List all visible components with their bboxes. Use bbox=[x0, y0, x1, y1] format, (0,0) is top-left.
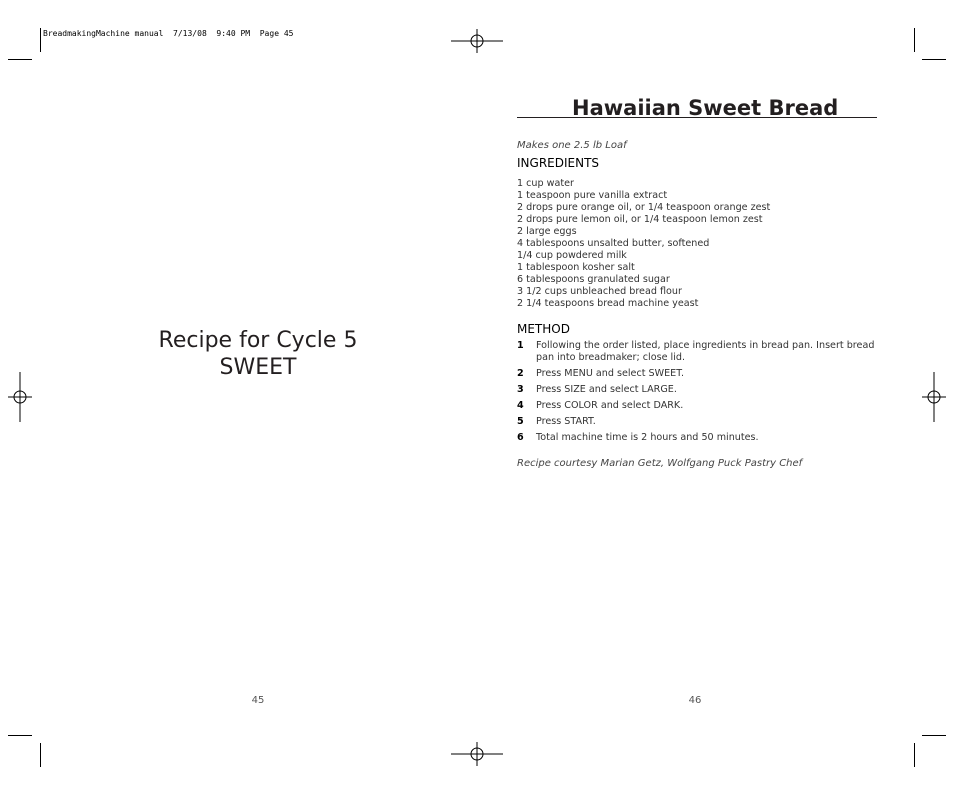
cycle-title-line2: SWEET bbox=[219, 355, 297, 380]
ingredient-item: 1 teaspoon pure vanilla extract bbox=[517, 190, 668, 201]
ingredient-item: 6 tablespoons granulated sugar bbox=[517, 274, 670, 285]
method-heading: METHOD bbox=[517, 322, 570, 336]
method-step bbox=[517, 368, 877, 380]
crop-mark bbox=[922, 735, 946, 736]
method-step bbox=[517, 400, 877, 412]
ingredient-item: 2 large eggs bbox=[517, 226, 577, 237]
crop-mark bbox=[8, 735, 32, 736]
crop-mark bbox=[922, 59, 946, 60]
page-number-left: 45 bbox=[251, 695, 265, 706]
registration-mark-icon bbox=[8, 372, 32, 422]
method-step bbox=[517, 432, 877, 444]
ingredients-heading: INGREDIENTS bbox=[517, 156, 600, 170]
step-text: Press MENU and select SWEET. bbox=[536, 368, 685, 379]
step-number: 2 bbox=[517, 368, 524, 379]
ingredient-item: 3 1/2 cups unbleached bread flour bbox=[517, 286, 682, 297]
step-number: 1 bbox=[517, 340, 524, 351]
registration-mark-icon bbox=[922, 372, 946, 422]
method-step bbox=[517, 340, 877, 364]
recipe-credit: Recipe courtesy Marian Getz, Wolfgang Puck Pastry Chef bbox=[517, 458, 803, 469]
cycle-title bbox=[100, 327, 416, 381]
recipe-title: Hawaiian Sweet Bread bbox=[517, 95, 877, 118]
cycle-title-line1: Recipe for Cycle 5 bbox=[158, 328, 358, 353]
step-text: Press START. bbox=[536, 416, 596, 427]
ingredient-item: 1 cup water bbox=[517, 178, 574, 189]
step-text: Press SIZE and select LARGE. bbox=[536, 384, 677, 395]
registration-mark-icon bbox=[451, 742, 503, 766]
step-text: Following the order listed, place ingredients in bread pan. Insert bread pan into breadmaker; close lid. bbox=[536, 340, 875, 363]
ingredient-item: 2 drops pure orange oil, or 1/4 teaspoon orange zest bbox=[517, 202, 771, 213]
ingredient-item: 2 1/4 teaspoons bread machine yeast bbox=[517, 298, 699, 309]
ingredient-item: 1/4 cup powdered milk bbox=[517, 250, 627, 261]
ingredient-item: 4 tablespoons unsalted butter, softened bbox=[517, 238, 710, 249]
page-number-right: 46 bbox=[688, 695, 702, 706]
recipe-column bbox=[517, 95, 877, 470]
crop-mark bbox=[914, 28, 915, 52]
step-number: 5 bbox=[517, 416, 524, 427]
crop-mark bbox=[8, 59, 32, 60]
registration-mark-icon bbox=[451, 29, 503, 53]
step-number: 3 bbox=[517, 384, 524, 395]
step-number: 4 bbox=[517, 400, 524, 411]
method-steps bbox=[517, 340, 877, 444]
crop-mark bbox=[914, 743, 915, 767]
crop-mark bbox=[40, 28, 41, 52]
step-number: 6 bbox=[517, 432, 524, 443]
step-text: Total machine time is 2 hours and 50 minutes. bbox=[536, 432, 759, 443]
method-step bbox=[517, 416, 877, 428]
yield-note: Makes one 2.5 lb Loaf bbox=[517, 140, 627, 151]
step-text: Press COLOR and select DARK. bbox=[536, 400, 684, 411]
crop-mark bbox=[40, 743, 41, 767]
ingredient-item: 2 drops pure lemon oil, or 1/4 teaspoon lemon zest bbox=[517, 214, 763, 225]
printer-slug: BreadmakingMachine manual 7/13/08 9:40 PM Page 45 bbox=[43, 29, 294, 38]
ingredient-list bbox=[517, 178, 877, 310]
ingredient-item: 1 tablespoon kosher salt bbox=[517, 262, 635, 273]
method-step bbox=[517, 384, 877, 396]
